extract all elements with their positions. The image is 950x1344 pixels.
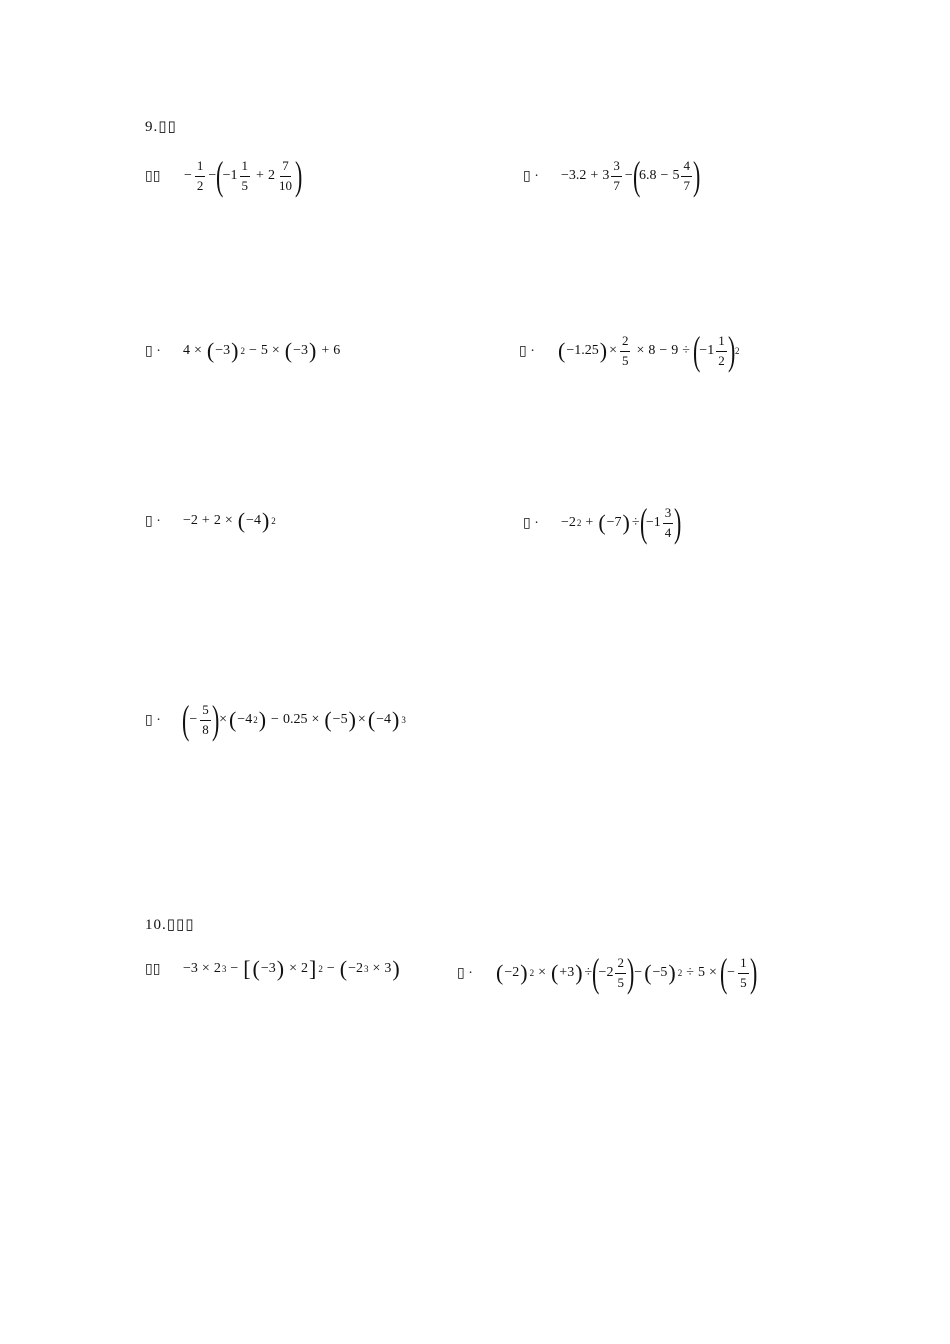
problem-9-4 [519,328,740,373]
expression-9-4: ( −1.25 ) × $\frac{2}{5}$ × 8 − 9 ÷ ( −1 $\frac{1}{2}$ ) 2 [558,328,740,373]
problem-10-2 [457,950,757,995]
expression-10-1: −3 × 2 3 − [ ( −3 ) × 2 ] 2 − ( −2 3 × 3 ) [183,956,400,981]
problem-9-3-marker: ▯ · [145,343,161,359]
problem-9-5-marker: ▯ · [145,513,161,529]
question-10-title: ▯▯▯ [166,917,195,933]
problem-9-7 [145,697,406,742]
question-10-number: 10. [145,917,167,933]
fraction: $\frac{7}{10}$ [278,158,292,193]
expression-9-7: ( − $\frac{5}{8}$ ) × ( −4 2 ) − 0.25 × ( −5 ) × ( −4 ) 3 [181,697,406,742]
expression-9-1: − $\frac{1}{2}$ − ( −1 $\frac{1}{5}$ + 2 $\frac{7}{10}$ ) [184,153,303,198]
question-9-heading [145,117,177,136]
problem-9-3 [145,340,340,362]
expression-9-2: −3.2 + 3 $\frac{3}{7}$ − ( 6.8 − 5 $\frac{4}{7}$ ) [561,153,701,198]
expression-9-3: 4 × ( −3 ) 2 − 5 × ( −3 ) + 6 [183,338,341,363]
fraction: $\frac{5}{8}$ [202,702,209,737]
problem-9-2 [523,153,701,198]
problem-9-4-marker: ▯ · [519,343,535,359]
problem-9-1 [145,153,303,198]
expression-10-2: ( −2 ) 2 × ( +3 ) ÷ ( −2 $\frac{2}{5}$ ) − ( −5 ) 2 ÷ 5 × ( − $\frac{1}{5}$ ) [496,950,757,995]
problem-10-1-marker: ▯▯ [145,961,161,977]
question-9-title: ▯▯ [158,119,177,135]
problem-9-6-marker: ▯ · [523,515,539,531]
problem-10-2-marker: ▯ · [457,965,473,981]
fraction: $\frac{1}{5}$ [241,158,249,193]
problem-9-1-marker: ▯▯ [145,168,161,184]
fraction: $\frac{3}{7}$ [613,158,620,193]
fraction: $\frac{1}{5}$ [740,955,747,990]
expression-9-5: −2 + 2 × ( −4 ) 2 [183,508,276,533]
problem-9-2-marker: ▯ · [523,168,539,184]
fraction: $\frac{1}{2}$ [718,333,725,368]
question-10-heading [145,915,195,934]
fraction: $\frac{2}{5}$ [617,955,624,990]
problem-9-7-marker: ▯ · [145,712,161,728]
fraction: $\frac{2}{5}$ [621,333,629,368]
fraction: $\frac{4}{7}$ [683,158,690,193]
fraction: $\frac{1}{2}$ [196,158,204,193]
problem-9-5 [145,510,276,532]
expression-9-6: −2 2 + ( −7 ) ÷ ( −1 $\frac{3}{4}$ ) [561,500,682,545]
fraction: $\frac{3}{4}$ [664,505,672,540]
problem-10-1 [145,958,401,980]
problem-9-6 [523,500,682,545]
question-9-number: 9. [145,119,159,135]
